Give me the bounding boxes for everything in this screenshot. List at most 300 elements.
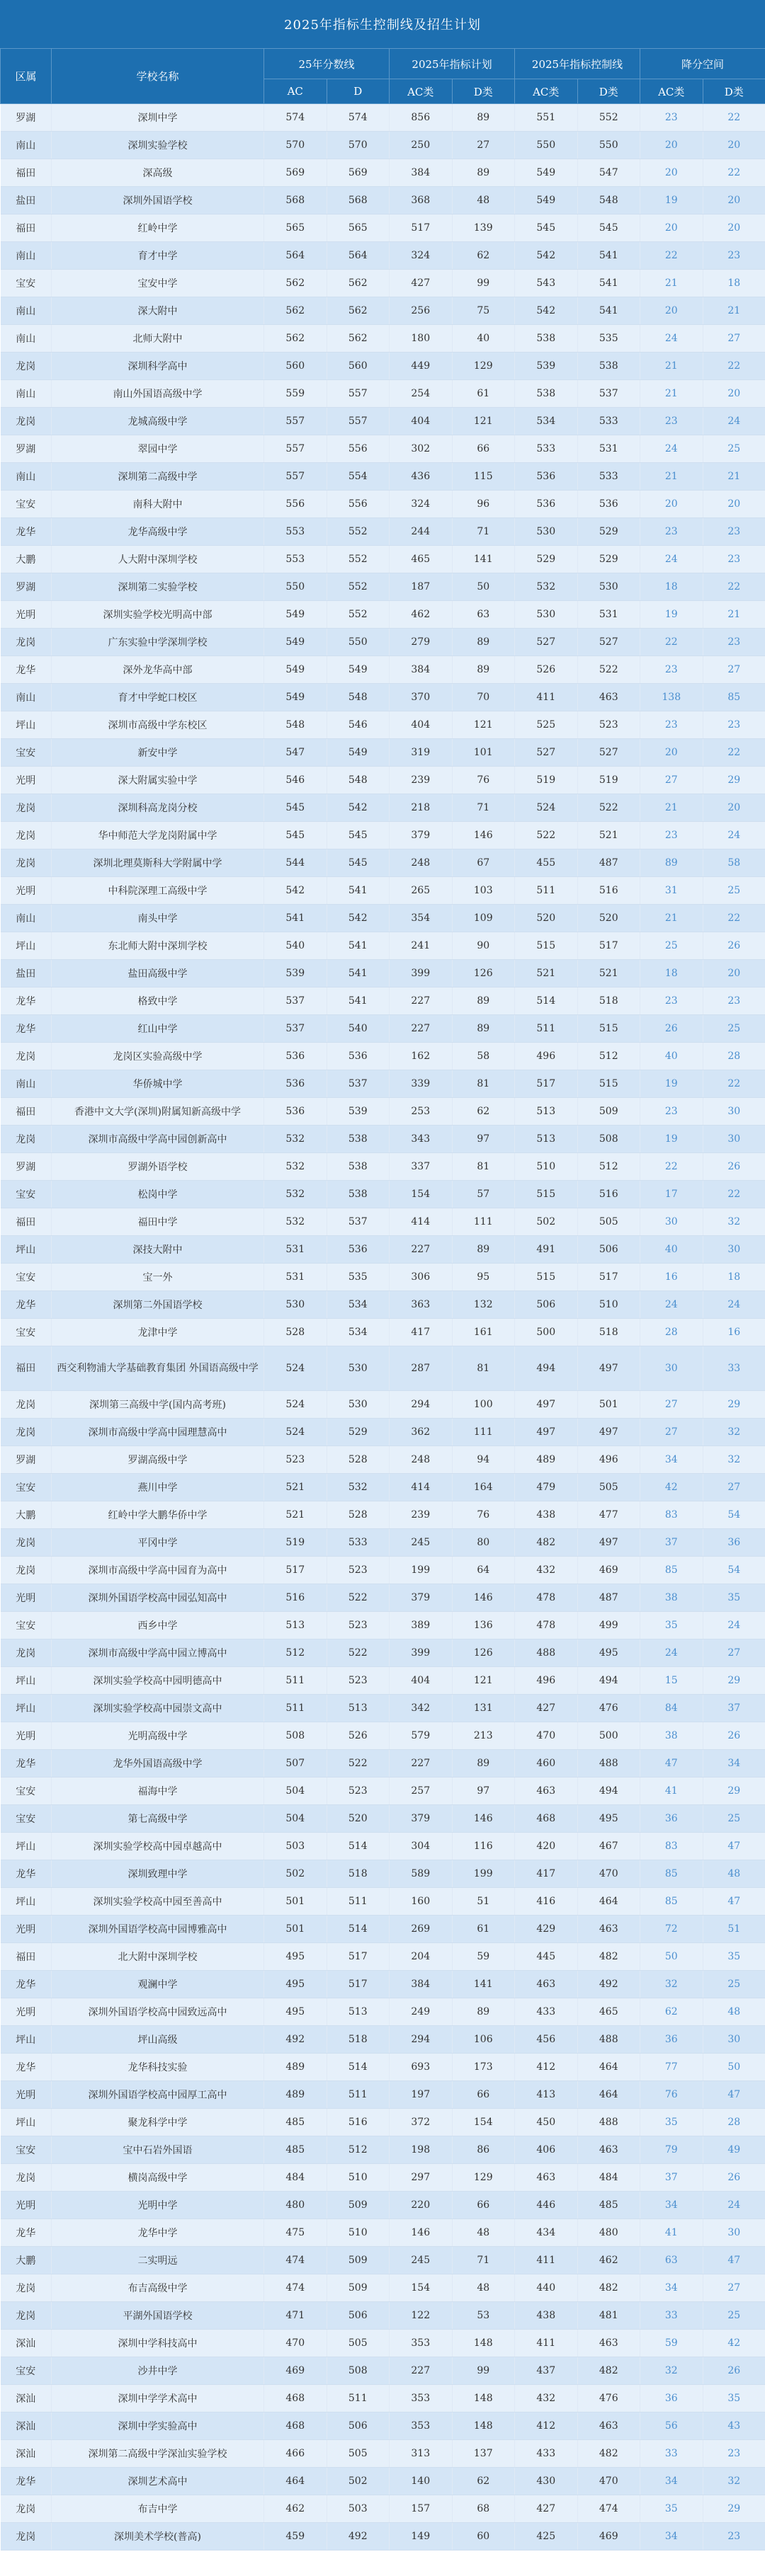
table-row — [1, 573, 765, 601]
cell-control-d: 463 — [577, 684, 640, 711]
cell-district: 坪山 — [1, 1667, 52, 1695]
cell-plan-ac: 399 — [390, 1639, 453, 1667]
cell-score-ac: 524 — [264, 1391, 327, 1419]
cell-score-ac: 532 — [264, 1181, 327, 1208]
cell-school: 深圳市高级中学高中园育为高中 — [52, 1557, 264, 1584]
cell-score-ac: 547 — [264, 739, 327, 767]
cell-space-d: 47 — [703, 1888, 765, 1916]
cell-district: 福田 — [1, 214, 52, 242]
cell-control-ac: 511 — [515, 877, 578, 905]
cell-control-ac: 520 — [515, 905, 578, 932]
cell-school: 深外龙华高中部 — [52, 656, 264, 684]
cell-space-d: 22 — [703, 104, 765, 132]
cell-control-d: 552 — [577, 104, 640, 132]
table-row — [1, 1153, 765, 1181]
cell-control-ac: 463 — [515, 1971, 578, 1998]
table-row — [1, 1584, 765, 1612]
cell-school: 深圳实验学校高中园明德高中 — [52, 1667, 264, 1695]
cell-plan-d: 58 — [452, 1043, 515, 1070]
cell-plan-d: 67 — [452, 849, 515, 877]
table-row — [1, 1126, 765, 1153]
cell-district: 龙岗 — [1, 1529, 52, 1557]
cell-plan-d: 81 — [452, 1346, 515, 1391]
cell-score-d: 508 — [327, 2357, 390, 2385]
cell-plan-ac: 204 — [390, 1943, 453, 1971]
cell-space-d: 58 — [703, 849, 765, 877]
cell-space-d: 21 — [703, 463, 765, 491]
cell-control-d: 531 — [577, 601, 640, 629]
cell-space-ac: 63 — [640, 2247, 703, 2274]
cell-score-ac: 464 — [264, 2468, 327, 2495]
cell-score-d: 562 — [327, 297, 390, 325]
cell-control-d: 508 — [577, 1126, 640, 1153]
cell-control-d: 545 — [577, 214, 640, 242]
cell-score-ac: 524 — [264, 1419, 327, 1446]
cell-control-d: 497 — [577, 1419, 640, 1446]
cell-plan-ac: 353 — [390, 2385, 453, 2412]
table-row — [1, 1888, 765, 1916]
cell-space-d: 23 — [703, 518, 765, 546]
cell-score-d: 556 — [327, 491, 390, 518]
cell-score-d: 550 — [327, 629, 390, 656]
cell-plan-ac: 462 — [390, 601, 453, 629]
header-control-d: D类 — [577, 79, 640, 104]
cell-district: 光明 — [1, 1584, 52, 1612]
cell-space-ac: 24 — [640, 1639, 703, 1667]
cell-district: 龙华 — [1, 2054, 52, 2081]
cell-school: 深高级 — [52, 159, 264, 187]
table-title: 2025年指标生控制线及招生计划 — [0, 0, 765, 48]
cell-space-ac: 83 — [640, 1833, 703, 1860]
cell-space-ac: 24 — [640, 1291, 703, 1319]
cell-score-ac: 536 — [264, 1043, 327, 1070]
cell-control-d: 463 — [577, 1916, 640, 1943]
cell-space-ac: 89 — [640, 849, 703, 877]
cell-district: 龙岗 — [1, 353, 52, 380]
cell-control-ac: 542 — [515, 242, 578, 270]
cell-plan-d: 89 — [452, 656, 515, 684]
cell-district: 龙岗 — [1, 822, 52, 849]
cell-space-d: 35 — [703, 1584, 765, 1612]
cell-score-ac: 562 — [264, 270, 327, 297]
cell-control-ac: 542 — [515, 297, 578, 325]
cell-control-ac: 438 — [515, 2302, 578, 2330]
cell-school: 深圳第三高级中学(国内高考班) — [52, 1391, 264, 1419]
cell-score-ac: 504 — [264, 1778, 327, 1805]
cell-control-ac: 463 — [515, 1778, 578, 1805]
cell-space-d: 21 — [703, 601, 765, 629]
cell-district: 坪山 — [1, 2109, 52, 2136]
table-row — [1, 1998, 765, 2026]
cell-plan-d: 111 — [452, 1419, 515, 1446]
cell-space-d: 27 — [703, 1639, 765, 1667]
cell-score-ac: 553 — [264, 518, 327, 546]
cell-district: 光明 — [1, 877, 52, 905]
cell-space-d: 22 — [703, 573, 765, 601]
cell-plan-d: 148 — [452, 2385, 515, 2412]
cell-space-ac: 83 — [640, 1501, 703, 1529]
cell-control-d: 481 — [577, 2302, 640, 2330]
cell-school: 深圳中学实验高中 — [52, 2412, 264, 2440]
cell-district: 南山 — [1, 380, 52, 408]
cell-control-ac: 438 — [515, 1501, 578, 1529]
table-row — [1, 1557, 765, 1584]
cell-space-d: 34 — [703, 1750, 765, 1778]
cell-score-d: 568 — [327, 187, 390, 214]
table-row — [1, 656, 765, 684]
cell-plan-d: 97 — [452, 1778, 515, 1805]
cell-plan-d: 71 — [452, 2247, 515, 2274]
table-row — [1, 1070, 765, 1098]
cell-plan-d: 76 — [452, 767, 515, 794]
cell-plan-ac: 154 — [390, 1181, 453, 1208]
cell-space-ac: 23 — [640, 711, 703, 739]
cell-score-ac: 532 — [264, 1126, 327, 1153]
cell-plan-ac: 160 — [390, 1888, 453, 1916]
cell-plan-ac: 140 — [390, 2468, 453, 2495]
cell-school: 中科院深理工高级中学 — [52, 877, 264, 905]
cell-space-d: 33 — [703, 1346, 765, 1391]
cell-space-ac: 77 — [640, 2054, 703, 2081]
cell-space-ac: 32 — [640, 1971, 703, 1998]
cell-plan-ac: 239 — [390, 767, 453, 794]
cell-plan-d: 62 — [452, 2468, 515, 2495]
table-row — [1, 1319, 765, 1346]
table-row — [1, 1208, 765, 1236]
header-plan-ac: AC类 — [390, 79, 453, 104]
cell-district: 罗湖 — [1, 435, 52, 463]
cell-score-ac: 568 — [264, 187, 327, 214]
cell-control-d: 529 — [577, 518, 640, 546]
cell-space-d: 21 — [703, 297, 765, 325]
cell-school: 深圳外国语学校高中园弘知高中 — [52, 1584, 264, 1612]
cell-control-ac: 527 — [515, 739, 578, 767]
cell-control-ac: 430 — [515, 2468, 578, 2495]
cell-school: 龙岗区实验高级中学 — [52, 1043, 264, 1070]
cell-plan-ac: 245 — [390, 1529, 453, 1557]
cell-control-ac: 515 — [515, 1181, 578, 1208]
cell-plan-d: 89 — [452, 1998, 515, 2026]
cell-score-d: 514 — [327, 1833, 390, 1860]
cell-score-ac: 537 — [264, 1015, 327, 1043]
cell-school: 福田中学 — [52, 1208, 264, 1236]
cell-score-ac: 545 — [264, 794, 327, 822]
cell-plan-ac: 248 — [390, 1446, 453, 1474]
cell-space-d: 22 — [703, 1181, 765, 1208]
table-header — [1, 49, 765, 104]
cell-score-ac: 519 — [264, 1529, 327, 1557]
cell-school: 深圳市高级中学东校区 — [52, 711, 264, 739]
cell-plan-d: 71 — [452, 794, 515, 822]
cell-space-d: 24 — [703, 2192, 765, 2219]
cell-space-d: 22 — [703, 905, 765, 932]
cell-school: 坪山高级 — [52, 2026, 264, 2054]
cell-plan-ac: 154 — [390, 2274, 453, 2302]
cell-plan-d: 99 — [452, 270, 515, 297]
cell-school: 燕川中学 — [52, 1474, 264, 1501]
cell-plan-d: 81 — [452, 1070, 515, 1098]
cell-score-ac: 492 — [264, 2026, 327, 2054]
cell-score-d: 535 — [327, 1264, 390, 1291]
cell-score-d: 542 — [327, 794, 390, 822]
cell-control-d: 492 — [577, 1971, 640, 1998]
cell-space-ac: 40 — [640, 1043, 703, 1070]
cell-score-d: 552 — [327, 518, 390, 546]
table-row — [1, 1015, 765, 1043]
table-row — [1, 2274, 765, 2302]
cell-control-ac: 432 — [515, 2385, 578, 2412]
cell-plan-ac: 414 — [390, 1208, 453, 1236]
cell-control-d: 519 — [577, 767, 640, 794]
cell-school: 宝一外 — [52, 1264, 264, 1291]
cell-school: 香港中文大学(深圳)附属知新高级中学 — [52, 1098, 264, 1126]
cell-score-d: 548 — [327, 684, 390, 711]
cell-space-ac: 21 — [640, 463, 703, 491]
cell-score-d: 569 — [327, 159, 390, 187]
cell-district: 龙岗 — [1, 629, 52, 656]
cell-control-ac: 506 — [515, 1291, 578, 1319]
cell-score-ac: 556 — [264, 491, 327, 518]
cell-control-d: 464 — [577, 2054, 640, 2081]
table-row — [1, 2192, 765, 2219]
cell-plan-d: 126 — [452, 960, 515, 988]
cell-plan-d: 53 — [452, 2302, 515, 2330]
cell-control-d: 536 — [577, 491, 640, 518]
cell-district: 深汕 — [1, 2412, 52, 2440]
cell-score-d: 529 — [327, 1419, 390, 1446]
cell-space-ac: 35 — [640, 2109, 703, 2136]
cell-space-d: 32 — [703, 1419, 765, 1446]
cell-space-ac: 38 — [640, 1722, 703, 1750]
cell-control-d: 541 — [577, 297, 640, 325]
cell-school: 南头中学 — [52, 905, 264, 932]
cell-plan-ac: 363 — [390, 1291, 453, 1319]
cell-control-d: 510 — [577, 1291, 640, 1319]
cell-score-d: 523 — [327, 1557, 390, 1584]
cell-space-d: 36 — [703, 1529, 765, 1557]
cell-score-ac: 553 — [264, 546, 327, 573]
cell-score-ac: 502 — [264, 1860, 327, 1888]
cell-plan-ac: 337 — [390, 1153, 453, 1181]
table-row — [1, 1667, 765, 1695]
cell-score-d: 523 — [327, 1612, 390, 1639]
cell-control-d: 494 — [577, 1778, 640, 1805]
cell-score-d: 506 — [327, 2302, 390, 2330]
cell-control-ac: 515 — [515, 932, 578, 960]
cell-plan-ac: 427 — [390, 270, 453, 297]
header-group-control: 2025年指标控制线 — [515, 49, 640, 79]
cell-district: 龙岗 — [1, 1126, 52, 1153]
table-row — [1, 877, 765, 905]
cell-plan-d: 62 — [452, 1098, 515, 1126]
cell-plan-d: 70 — [452, 684, 515, 711]
cell-plan-d: 126 — [452, 1639, 515, 1667]
cell-plan-d: 95 — [452, 1264, 515, 1291]
cell-control-d: 547 — [577, 159, 640, 187]
table-row — [1, 1916, 765, 1943]
cell-control-ac: 513 — [515, 1098, 578, 1126]
cell-score-d: 541 — [327, 932, 390, 960]
cell-plan-d: 89 — [452, 629, 515, 656]
cell-score-d: 562 — [327, 270, 390, 297]
cell-plan-d: 213 — [452, 1722, 515, 1750]
cell-plan-ac: 517 — [390, 214, 453, 242]
cell-plan-ac: 254 — [390, 380, 453, 408]
cell-plan-d: 61 — [452, 1916, 515, 1943]
cell-score-d: 528 — [327, 1501, 390, 1529]
cell-space-ac: 18 — [640, 960, 703, 988]
cell-district: 罗湖 — [1, 1153, 52, 1181]
cell-control-d: 537 — [577, 380, 640, 408]
cell-space-d: 25 — [703, 1015, 765, 1043]
cell-score-ac: 562 — [264, 325, 327, 353]
cell-space-ac: 56 — [640, 2412, 703, 2440]
cell-plan-d: 148 — [452, 2412, 515, 2440]
cell-space-ac: 36 — [640, 1805, 703, 1833]
cell-control-d: 488 — [577, 2026, 640, 2054]
table-row — [1, 1346, 765, 1391]
cell-plan-ac: 199 — [390, 1557, 453, 1584]
cell-score-d: 533 — [327, 1529, 390, 1557]
cell-plan-ac: 589 — [390, 1860, 453, 1888]
cell-space-ac: 42 — [640, 1474, 703, 1501]
cell-plan-ac: 220 — [390, 2192, 453, 2219]
cell-plan-ac: 157 — [390, 2495, 453, 2523]
cell-space-d: 26 — [703, 1722, 765, 1750]
cell-score-d: 538 — [327, 1153, 390, 1181]
cell-control-ac: 450 — [515, 2109, 578, 2136]
cell-control-d: 530 — [577, 573, 640, 601]
cell-space-ac: 31 — [640, 877, 703, 905]
cell-school: 深圳第二高级中学深汕实验学校 — [52, 2440, 264, 2468]
cell-school: 南科大附中 — [52, 491, 264, 518]
cell-space-d: 47 — [703, 1833, 765, 1860]
cell-plan-d: 57 — [452, 1181, 515, 1208]
cell-school: 红岭中学 — [52, 214, 264, 242]
cell-plan-d: 154 — [452, 2109, 515, 2136]
cell-control-ac: 524 — [515, 794, 578, 822]
cell-space-ac: 23 — [640, 518, 703, 546]
cell-control-ac: 433 — [515, 1998, 578, 2026]
cell-control-d: 529 — [577, 546, 640, 573]
cell-space-ac: 62 — [640, 1998, 703, 2026]
cell-district: 龙华 — [1, 1015, 52, 1043]
cell-space-d: 22 — [703, 159, 765, 187]
cell-district: 福田 — [1, 1098, 52, 1126]
cell-score-ac: 532 — [264, 1153, 327, 1181]
cell-score-ac: 570 — [264, 132, 327, 159]
cell-control-ac: 468 — [515, 1805, 578, 1833]
table-row — [1, 1391, 765, 1419]
table-row — [1, 353, 765, 380]
cell-school: 深圳实验学校光明高中部 — [52, 601, 264, 629]
cell-district: 南山 — [1, 242, 52, 270]
cell-control-ac: 433 — [515, 2440, 578, 2468]
cell-space-ac: 41 — [640, 1778, 703, 1805]
cell-control-ac: 455 — [515, 849, 578, 877]
table-row — [1, 601, 765, 629]
cell-control-ac: 427 — [515, 1695, 578, 1722]
cell-score-ac: 504 — [264, 1805, 327, 1833]
cell-plan-d: 131 — [452, 1695, 515, 1722]
table-row — [1, 546, 765, 573]
cell-control-d: 484 — [577, 2164, 640, 2192]
cell-score-d: 520 — [327, 1805, 390, 1833]
cell-score-d: 552 — [327, 601, 390, 629]
cell-space-ac: 21 — [640, 353, 703, 380]
cell-score-d: 523 — [327, 1667, 390, 1695]
cell-school: 深圳北理莫斯科大学附属中学 — [52, 849, 264, 877]
cell-score-d: 536 — [327, 1043, 390, 1070]
table-row — [1, 2081, 765, 2109]
cell-district: 罗湖 — [1, 573, 52, 601]
cell-space-d: 23 — [703, 242, 765, 270]
table-row — [1, 2164, 765, 2192]
cell-plan-d: 89 — [452, 1750, 515, 1778]
cell-score-d: 548 — [327, 767, 390, 794]
cell-plan-ac: 324 — [390, 491, 453, 518]
cell-plan-d: 148 — [452, 2330, 515, 2357]
cell-district: 宝安 — [1, 270, 52, 297]
cell-plan-d: 121 — [452, 408, 515, 435]
cell-control-ac: 482 — [515, 1529, 578, 1557]
cell-score-ac: 557 — [264, 463, 327, 491]
cell-plan-d: 101 — [452, 739, 515, 767]
cell-school: 红岭中学大鹏华侨中学 — [52, 1501, 264, 1529]
cell-plan-ac: 579 — [390, 1722, 453, 1750]
cell-control-d: 548 — [577, 187, 640, 214]
cell-control-ac: 534 — [515, 408, 578, 435]
cell-control-d: 464 — [577, 1888, 640, 1916]
cell-control-ac: 478 — [515, 1584, 578, 1612]
cell-space-ac: 21 — [640, 380, 703, 408]
cell-plan-ac: 253 — [390, 1098, 453, 1126]
cell-score-d: 505 — [327, 2330, 390, 2357]
cell-space-ac: 25 — [640, 932, 703, 960]
cell-school: 深大附中 — [52, 297, 264, 325]
cell-plan-d: 103 — [452, 877, 515, 905]
table-row — [1, 988, 765, 1015]
cell-score-ac: 536 — [264, 1070, 327, 1098]
table-row — [1, 629, 765, 656]
cell-district: 宝安 — [1, 1778, 52, 1805]
cell-space-ac: 30 — [640, 1208, 703, 1236]
cell-score-d: 534 — [327, 1319, 390, 1346]
cell-plan-d: 115 — [452, 463, 515, 491]
table-row — [1, 1043, 765, 1070]
cell-score-ac: 531 — [264, 1264, 327, 1291]
cell-space-d: 35 — [703, 1943, 765, 1971]
cell-plan-ac: 384 — [390, 159, 453, 187]
cell-control-d: 518 — [577, 988, 640, 1015]
cell-district: 坪山 — [1, 1888, 52, 1916]
cell-space-ac: 20 — [640, 214, 703, 242]
table-row — [1, 491, 765, 518]
cell-score-d: 539 — [327, 1098, 390, 1126]
cell-plan-d: 132 — [452, 1291, 515, 1319]
cell-control-ac: 488 — [515, 1639, 578, 1667]
cell-school: 深圳第二外国语学校 — [52, 1291, 264, 1319]
cell-plan-ac: 399 — [390, 960, 453, 988]
cell-control-ac: 470 — [515, 1722, 578, 1750]
cell-score-ac: 528 — [264, 1319, 327, 1346]
cell-plan-d: 89 — [452, 104, 515, 132]
cell-district: 宝安 — [1, 2357, 52, 2385]
cell-score-ac: 546 — [264, 767, 327, 794]
cell-space-d: 27 — [703, 2274, 765, 2302]
cell-space-d: 37 — [703, 1695, 765, 1722]
cell-score-ac: 544 — [264, 849, 327, 877]
